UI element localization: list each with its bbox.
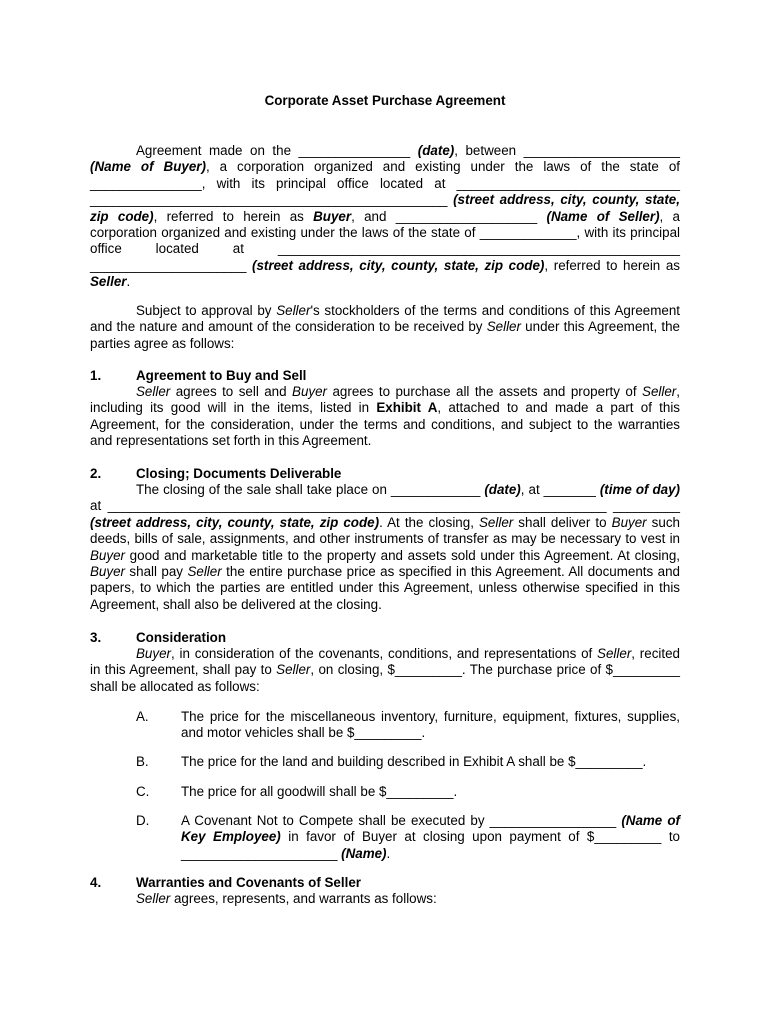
section-3-text-3: , on closing, $_________. The purchase price of $_________ shall be allocated as follows: bbox=[90, 662, 680, 694]
item-d-text-1: A Covenant Not to Compete shall be executed by _________________ bbox=[181, 813, 622, 828]
date-label: (date) bbox=[417, 143, 455, 158]
buyer-term: Buyer bbox=[136, 646, 171, 661]
section-2-text-3: at ___________________________________________________________________ _________ bbox=[90, 498, 680, 514]
seller-term: Seller bbox=[486, 319, 521, 335]
section-4-text-1: agrees, represents, and warrants as follows: bbox=[170, 891, 437, 906]
allocation-item-b bbox=[136, 754, 680, 770]
section-1-body bbox=[90, 384, 680, 450]
section-3-text-2: , recited in this Agreement, shall pay to bbox=[90, 646, 680, 678]
intro-text-5: , and ___________________ bbox=[351, 208, 547, 224]
section-1-text-2: agrees to purchase all the assets and property of bbox=[327, 384, 643, 399]
key-employee-label: (Name of Key Employee) bbox=[181, 813, 680, 845]
approval-paragraph bbox=[90, 303, 680, 352]
approval-text-3: under this Agreement, the parties agree as follows: bbox=[90, 319, 680, 351]
buyer-term: Buyer bbox=[611, 514, 647, 530]
section-2-text-7: good and marketable title to the property and assets sold under this Agreement. At closing, bbox=[124, 547, 680, 563]
seller-term: Seller bbox=[642, 384, 677, 399]
section-1-heading bbox=[90, 368, 680, 384]
intro-text-1: Agreement made on the _______________ bbox=[136, 143, 418, 158]
time-of-day-label: (time of day) bbox=[599, 482, 680, 497]
item-d-text-3: . bbox=[386, 845, 391, 861]
buyer-term: Buyer bbox=[292, 384, 328, 399]
section-number: 4. bbox=[90, 875, 102, 890]
section-title: Agreement to Buy and Sell bbox=[136, 368, 307, 383]
seller-term: Seller bbox=[90, 274, 127, 290]
buyer-address-label: (street address, city, county, state, zip code) bbox=[90, 192, 680, 224]
section-4-body bbox=[90, 891, 680, 907]
intro-text-2: , between _____________________ bbox=[454, 143, 680, 158]
seller-term: Seller bbox=[276, 662, 311, 678]
item-letter: B. bbox=[136, 754, 149, 769]
section-2-text-1: The closing of the sale shall take place on ____________ bbox=[136, 482, 485, 497]
intro-text-8: . bbox=[126, 274, 131, 290]
section-3-heading bbox=[90, 630, 680, 646]
section-4-heading bbox=[90, 875, 680, 891]
seller-address-label: (street address, city, county, state, zip code) bbox=[252, 257, 545, 273]
section-2-text-4: . At the closing, bbox=[379, 514, 479, 530]
section-2-text-9: the entire purchase price as specified in this Agreement. All documents and papers, to which the parties are entitled under this Agreement, unless otherwise specified in this Agreement, shall also be delivered at the closing. bbox=[90, 564, 680, 612]
buyer-term: Buyer bbox=[313, 208, 352, 224]
document-title: Corporate Asset Purchase Agreement bbox=[264, 93, 506, 108]
section-number: 1. bbox=[90, 368, 102, 383]
item-letter: A. bbox=[136, 709, 149, 724]
seller-term: Seller bbox=[597, 646, 632, 661]
seller-name-label: (Name of Seller) bbox=[546, 208, 660, 224]
section-2-heading bbox=[90, 466, 680, 482]
item-text: The price for the miscellaneous inventory, furniture, equipment, fixtures, supplies, and motor vehicles shall be $_________. bbox=[181, 709, 680, 741]
section-2-text-5: shall deliver to bbox=[513, 514, 612, 530]
buyer-name-label: (Name of Buyer) bbox=[90, 159, 206, 175]
item-d-text-2: in favor of Buyer at closing upon payment of $_________ to _____________________ bbox=[181, 829, 680, 861]
section-title: Warranties and Covenants of Seller bbox=[136, 875, 361, 890]
seller-term: Seller bbox=[136, 891, 171, 906]
seller-term: Seller bbox=[478, 514, 514, 530]
allocation-item-c bbox=[136, 784, 680, 800]
buyer-term: Buyer bbox=[90, 547, 125, 563]
section-3-body bbox=[90, 646, 680, 695]
seller-term: Seller bbox=[276, 303, 311, 318]
closing-address-label: (street address, city, county, state, zip code) bbox=[90, 514, 380, 530]
intro-text-7: , referred to herein as bbox=[544, 257, 680, 273]
item-letter: C. bbox=[136, 784, 150, 799]
name-label: (Name) bbox=[341, 845, 387, 861]
section-2-body bbox=[90, 482, 680, 613]
item-text: The price for the land and building described in Exhibit A shall be $_________. bbox=[181, 754, 647, 769]
allocation-item-a bbox=[136, 709, 680, 742]
approval-text-2: 's stockholders of the terms and conditions of this Agreement and the nature and amount of the consideration to be received by bbox=[90, 303, 680, 335]
section-1-text-4: , attached to and made a part of this Agreement, for the consideration, under the terms and conditions, and subject to the warranties and representations set forth in this Agreement. bbox=[90, 400, 680, 449]
date-label: (date) bbox=[484, 482, 521, 497]
seller-term: Seller bbox=[187, 564, 222, 580]
item-text: The price for all goodwill shall be $_________. bbox=[181, 784, 458, 799]
intro-paragraph bbox=[90, 143, 680, 291]
seller-term: Seller bbox=[136, 384, 171, 399]
section-title: Closing; Documents Deliverable bbox=[136, 466, 342, 481]
section-title: Consideration bbox=[136, 630, 227, 645]
section-number: 3. bbox=[90, 630, 102, 645]
section-2-text-2: , at _______ bbox=[520, 482, 600, 497]
exhibit-a-reference: Exhibit A bbox=[376, 400, 438, 416]
section-1-text-3: , including its good will in the items, listed in bbox=[90, 384, 680, 416]
section-2-text-8: shall pay bbox=[124, 564, 188, 580]
section-3-text-1: , in consideration of the covenants, conditions, and representations of bbox=[170, 646, 598, 661]
allocation-item-d bbox=[136, 813, 680, 862]
section-1-text-1: agrees to sell and bbox=[170, 384, 293, 399]
buyer-term: Buyer bbox=[90, 564, 125, 580]
intro-text-3: , a corporation organized and existing under the laws of the state of _______________, with its principal office located at ______________________________ ________________________________________________ bbox=[90, 159, 680, 208]
section-2-text-6: such deeds, bills of sale, assignments, and other instruments of transfer as may be necessary to vest in bbox=[90, 514, 680, 547]
intro-text-6: , a corporation organized and existing under the laws of the state of _____________, with its principal office located at ______________________________________________________ _____________________ bbox=[90, 208, 680, 273]
item-text bbox=[181, 813, 680, 862]
document-page bbox=[90, 0, 680, 1024]
item-letter: D. bbox=[136, 813, 150, 828]
approval-text-1: Subject to approval by bbox=[136, 303, 277, 318]
intro-text-4: , referred to herein as bbox=[153, 208, 314, 224]
section-number: 2. bbox=[90, 466, 102, 481]
